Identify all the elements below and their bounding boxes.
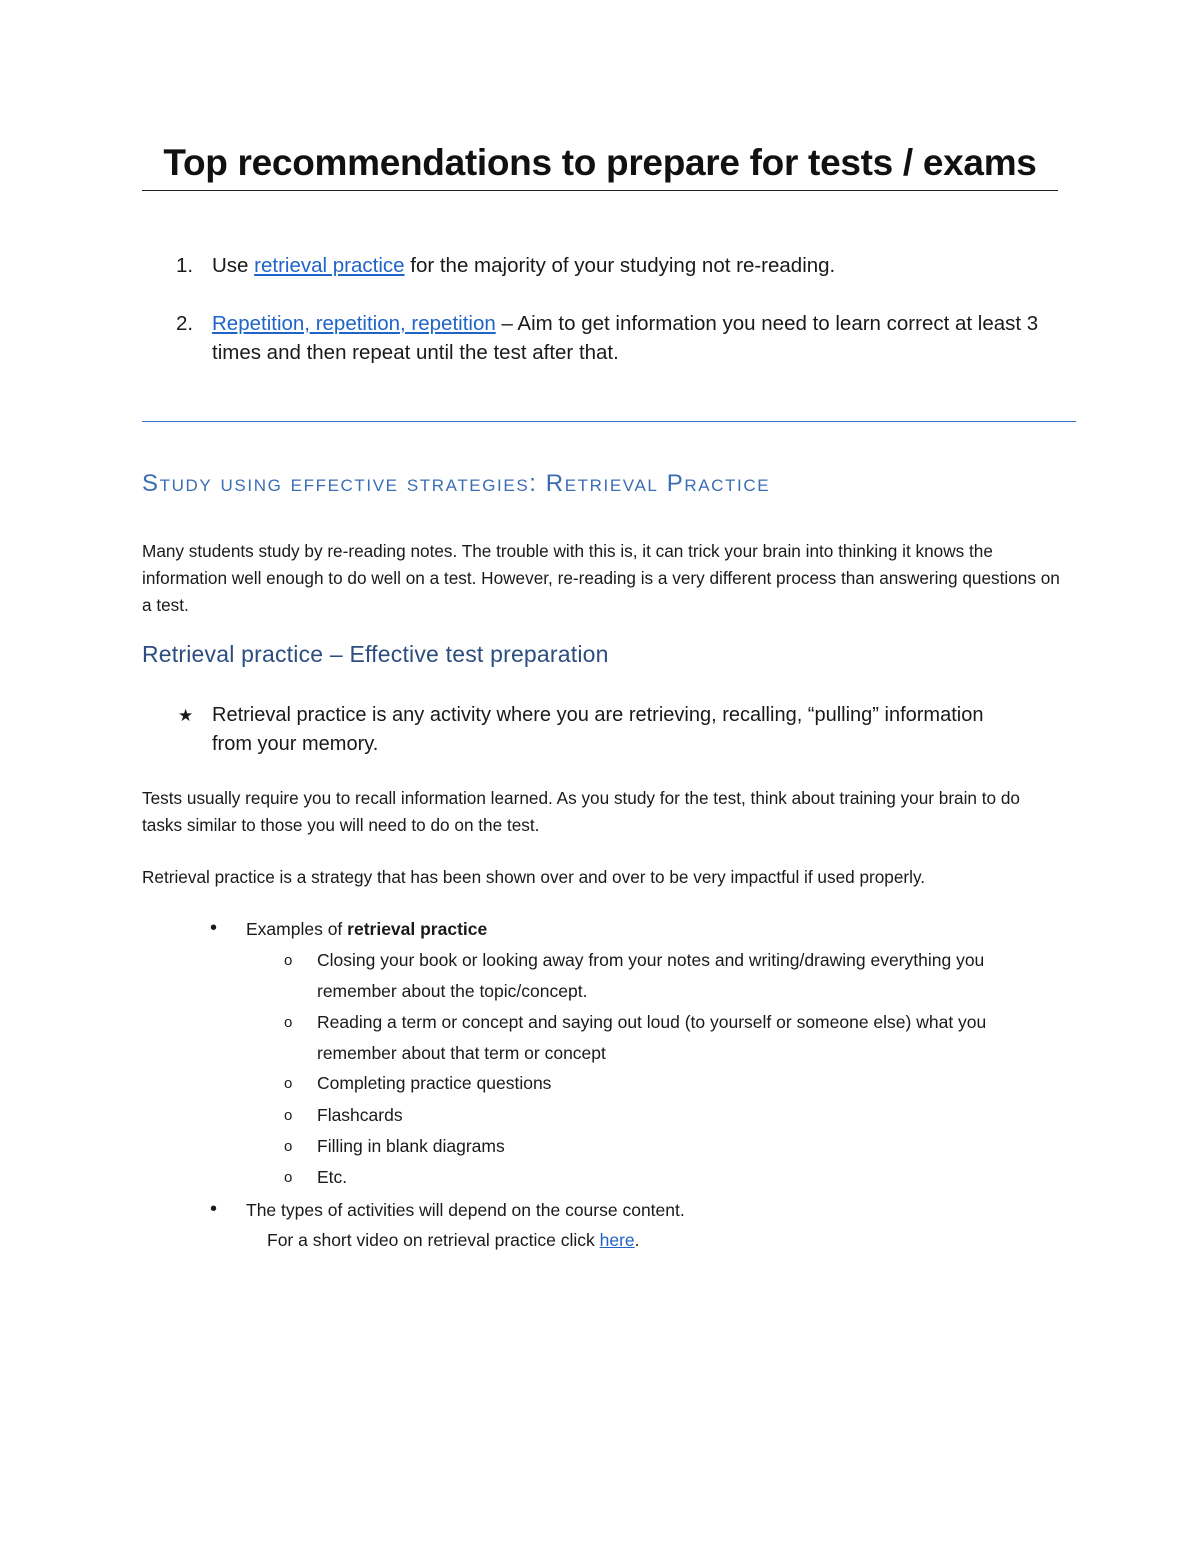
repetition-link[interactable]: Repetition, repetition, repetition [212, 312, 496, 335]
examples-lead [246, 914, 1056, 945]
intro-paragraph: Many students study by re-reading notes. The trouble with this is, it can trick your brain into thinking it knows the information well enough to do well on a test. However, re-reading is a very different process than answering questions on a test. [142, 541, 1060, 615]
bullet-icon: • [210, 1198, 218, 1220]
circle-bullet-icon: o [284, 952, 293, 969]
section-heading: Study using effective strategies: Retrieval Practice [142, 470, 771, 497]
circle-bullet-icon: o [284, 1075, 293, 1092]
example-text: Closing your book or looking away from your notes and writing/drawing everything you remember about the topic/concept. [317, 950, 985, 1001]
subheading: Retrieval practice – Effective test preparation [142, 641, 609, 667]
example-text: Completing practice questions [317, 1073, 552, 1093]
video-line [142, 1226, 702, 1254]
separator-segment-2 [450, 421, 914, 422]
example-text: Filling in blank diagrams [317, 1136, 505, 1156]
strategy-paragraph: Retrieval practice is a strategy that has been shown over and over to be very impactful if used properly. [142, 867, 926, 887]
list-item-text [212, 309, 1052, 367]
video-text [267, 1226, 640, 1254]
list-number: 2. [176, 312, 194, 335]
list-item-text [212, 251, 1052, 280]
star-bullet-text: Retrieval practice is any activity where you are retrieving, recalling, “pulling” information from your memory. [212, 704, 984, 755]
video-here-link[interactable]: here [599, 1230, 635, 1250]
example-text: Flashcards [317, 1105, 403, 1125]
list-number: 1. [176, 254, 194, 277]
circle-bullet-icon: o [284, 1014, 293, 1031]
video-prompt: For a short video on retrieval practice click [267, 1230, 600, 1250]
text-after-link: – Aim to get information you need to learn correct at least 3 times and then repeat until the test after that. [212, 312, 1039, 364]
text-before-link: Use [212, 254, 255, 277]
bullet-icon: • [210, 917, 218, 939]
separator-segment-3 [914, 421, 1076, 422]
example-text: Etc. [317, 1167, 348, 1187]
page-title: Top recommendations to prepare for tests / exams [163, 142, 1037, 183]
tests-paragraph: Tests usually require you to recall information learned. As you study for the test, think about training your brain to do tasks similar to those you will need to do on the test. [142, 788, 1020, 835]
text-after-link: for the majority of your studying not re-reading. [404, 254, 836, 277]
title-underline [142, 190, 1058, 191]
circle-bullet-icon: o [284, 1138, 293, 1155]
video-period: . [634, 1230, 640, 1250]
circle-bullet-icon: o [284, 1169, 293, 1186]
circle-bullet-icon: o [284, 1107, 293, 1124]
activities-text: The types of activities will depend on the course content. [246, 1200, 685, 1220]
star-icon: ★ [178, 706, 194, 725]
separator-segment-1 [142, 421, 450, 422]
examples-lead-bold: retrieval practice [347, 919, 488, 939]
retrieval-practice-link[interactable]: retrieval practice [254, 254, 405, 277]
examples-lead-text: Examples of [246, 919, 348, 939]
example-text: Reading a term or concept and saying out loud (to yourself or someone else) what you remember about that term or concept [317, 1012, 987, 1063]
